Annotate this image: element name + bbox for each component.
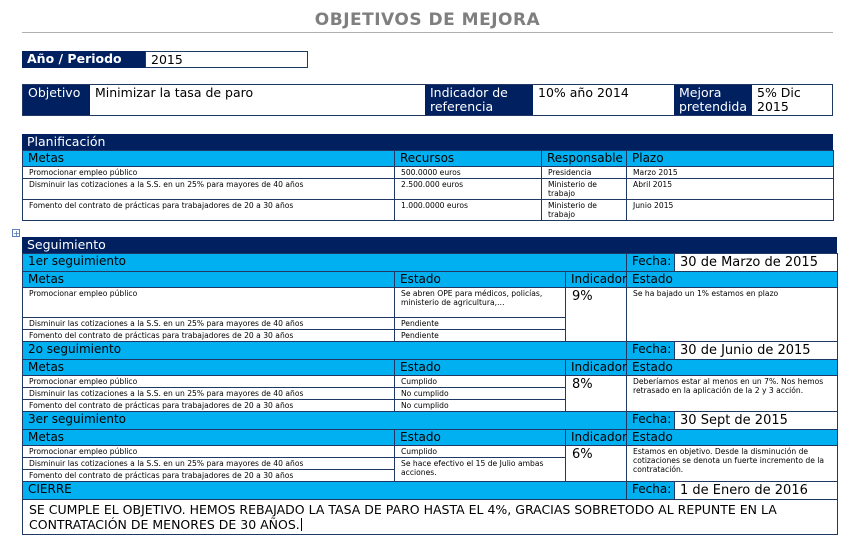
text-cursor bbox=[301, 518, 302, 531]
meta-cell[interactable]: Fomento del contrato de prácticas para trabajadores de 20 a 30 años bbox=[23, 400, 395, 412]
cierre-text-cell[interactable] bbox=[23, 500, 838, 535]
indicador-value[interactable]: 9% bbox=[566, 288, 627, 342]
responsable-cell[interactable]: Presidencia bbox=[542, 167, 627, 179]
col-header-estado-general: Estado bbox=[627, 430, 838, 446]
planificacion-table bbox=[22, 150, 834, 221]
col-header-estado-general: Estado bbox=[627, 272, 838, 288]
mejora-pretendida-value[interactable]: 5% Dic 2015 bbox=[757, 85, 801, 114]
col-header-estado: Estado bbox=[395, 430, 566, 446]
fecha-value[interactable]: 1 de Enero de 2016 bbox=[675, 482, 838, 500]
fecha-label: Fecha: bbox=[627, 412, 675, 430]
table-row bbox=[23, 376, 838, 388]
fecha-label: Fecha: bbox=[627, 254, 675, 272]
meta-cell[interactable]: Promocionar empleo público bbox=[23, 288, 395, 318]
recursos-cell[interactable]: 2.500.000 euros bbox=[395, 179, 542, 200]
seguimiento-3-title: 3er seguimiento bbox=[23, 412, 627, 430]
meta-cell[interactable]: Disminuir las cotizaciones a la S.S. en un 25% para mayores de 40 años bbox=[23, 179, 395, 200]
periodo-value[interactable]: 2015 bbox=[145, 51, 308, 68]
responsable-cell[interactable]: Ministerio de trabajo bbox=[542, 200, 627, 221]
meta-cell[interactable]: Disminuir las cotizaciones a la S.S. en un 25% para mayores de 40 años bbox=[23, 388, 395, 400]
col-header-indicador: Indicador bbox=[566, 360, 627, 376]
col-header-metas: Metas bbox=[23, 430, 395, 446]
col-header-metas: Metas bbox=[23, 272, 395, 288]
recursos-cell[interactable]: 500.0000 euros bbox=[395, 167, 542, 179]
table-row bbox=[23, 288, 838, 318]
title-divider bbox=[22, 32, 833, 33]
indicador-referencia-label: Indicador de referencia bbox=[425, 85, 533, 115]
cierre-label: CIERRE bbox=[23, 482, 627, 500]
estado-cell[interactable]: Cumplido bbox=[395, 376, 566, 388]
table-row bbox=[23, 200, 834, 221]
responsable-cell[interactable]: Ministerio de trabajo bbox=[542, 179, 627, 200]
expand-table-icon[interactable]: + bbox=[13, 229, 20, 238]
indicador-value[interactable]: 6% bbox=[566, 446, 627, 482]
meta-cell[interactable]: Promocionar empleo público bbox=[23, 446, 395, 458]
objetivo-value[interactable]: Minimizar la tasa de paro bbox=[95, 85, 254, 100]
meta-cell[interactable]: Fomento del contrato de prácticas para trabajadores de 20 a 30 años bbox=[23, 470, 395, 482]
meta-cell[interactable]: Promocionar empleo público bbox=[23, 376, 395, 388]
mejora-pretendida-label: Mejora pretendida bbox=[674, 85, 752, 115]
indicador-referencia-value[interactable]: 10% año 2014 bbox=[538, 85, 629, 100]
col-header-responsable: Responsable bbox=[542, 151, 627, 167]
table-row bbox=[23, 167, 834, 179]
col-header-indicador: Indicador bbox=[566, 272, 627, 288]
meta-cell[interactable]: Disminuir las cotizaciones a la S.S. en un 25% para mayores de 40 años bbox=[23, 458, 395, 470]
fecha-label: Fecha: bbox=[627, 482, 675, 500]
estado-general-cell[interactable]: Se ha bajado un 1% estamos en plazo bbox=[627, 288, 838, 342]
col-header-metas: Metas bbox=[23, 360, 395, 376]
col-header-estado: Estado bbox=[395, 360, 566, 376]
meta-cell[interactable]: Disminuir las cotizaciones a la S.S. en un 25% para mayores de 40 años bbox=[23, 318, 395, 330]
estado-general-cell[interactable]: Deberíamos estar al menos en un 7%. Nos hemos retrasado en la aplicación de la 2 y 3 acción. bbox=[627, 376, 838, 412]
seguimiento-2-title: 2o seguimiento bbox=[23, 342, 627, 360]
plazo-cell[interactable]: Abril 2015 bbox=[627, 179, 834, 200]
meta-cell[interactable]: Promocionar empleo público bbox=[23, 167, 395, 179]
seguimiento-1-title: 1er seguimiento bbox=[23, 254, 627, 272]
page-title: OBJETIVOS DE MEJORA bbox=[314, 10, 541, 30]
plazo-cell[interactable]: Junio 2015 bbox=[627, 200, 834, 221]
estado-cell[interactable]: Pendiente bbox=[395, 330, 566, 342]
cierre-text: SE CUMPLE EL OBJETIVO. HEMOS REBAJADO LA TASA DE PARO HASTA EL 4%, GRACIAS SOBRETODO AL REPUNTE EN LA CONTRATACIÓN DE MENORES DE 30 AÑOS. bbox=[29, 502, 777, 532]
col-header-estado: Estado bbox=[395, 272, 566, 288]
col-header-plazo: Plazo bbox=[627, 151, 834, 167]
recursos-cell[interactable]: 1.000.0000 euros bbox=[395, 200, 542, 221]
seguimiento-header: Seguimiento bbox=[22, 237, 837, 253]
planificacion-header: Planificación bbox=[22, 134, 833, 150]
estado-cell[interactable]: No cumplido bbox=[395, 400, 566, 412]
estado-general-cell[interactable]: Estamos en objetivo. Desde la disminución de cotizaciones se denota un fuerte incremento de la contratación. bbox=[627, 446, 838, 482]
table-row bbox=[23, 179, 834, 200]
periodo-label: Año / Periodo bbox=[22, 51, 145, 68]
fecha-value[interactable]: 30 Sept de 2015 bbox=[675, 412, 838, 430]
seguimiento-table bbox=[22, 253, 838, 535]
objetivo-label: Objetivo bbox=[23, 85, 90, 115]
meta-cell[interactable]: Fomento del contrato de prácticas para trabajadores de 20 a 30 años bbox=[23, 330, 395, 342]
fecha-value[interactable]: 30 de Junio de 2015 bbox=[675, 342, 838, 360]
col-header-metas: Metas bbox=[23, 151, 395, 167]
estado-cell[interactable]: No cumplido bbox=[395, 388, 566, 400]
estado-cell[interactable]: Se abren OPE para médicos, policías, ministerio de agricultura,… bbox=[395, 288, 566, 318]
table-row bbox=[23, 446, 838, 458]
col-header-indicador: Indicador bbox=[566, 430, 627, 446]
fecha-label: Fecha: bbox=[627, 342, 675, 360]
estado-cell[interactable]: Cumplido bbox=[395, 446, 566, 458]
estado-cell[interactable]: Se hace efectivo el 15 de Julio ambas acciones. bbox=[395, 458, 566, 482]
col-header-recursos: Recursos bbox=[395, 151, 542, 167]
meta-cell[interactable]: Fomento del contrato de prácticas para trabajadores de 20 a 30 años bbox=[23, 200, 395, 221]
plazo-cell[interactable]: Marzo 2015 bbox=[627, 167, 834, 179]
indicador-value[interactable]: 8% bbox=[566, 376, 627, 412]
col-header-estado-general: Estado bbox=[627, 360, 838, 376]
estado-cell[interactable]: Pendiente bbox=[395, 318, 566, 330]
fecha-value[interactable]: 30 de Marzo de 2015 bbox=[675, 254, 838, 272]
